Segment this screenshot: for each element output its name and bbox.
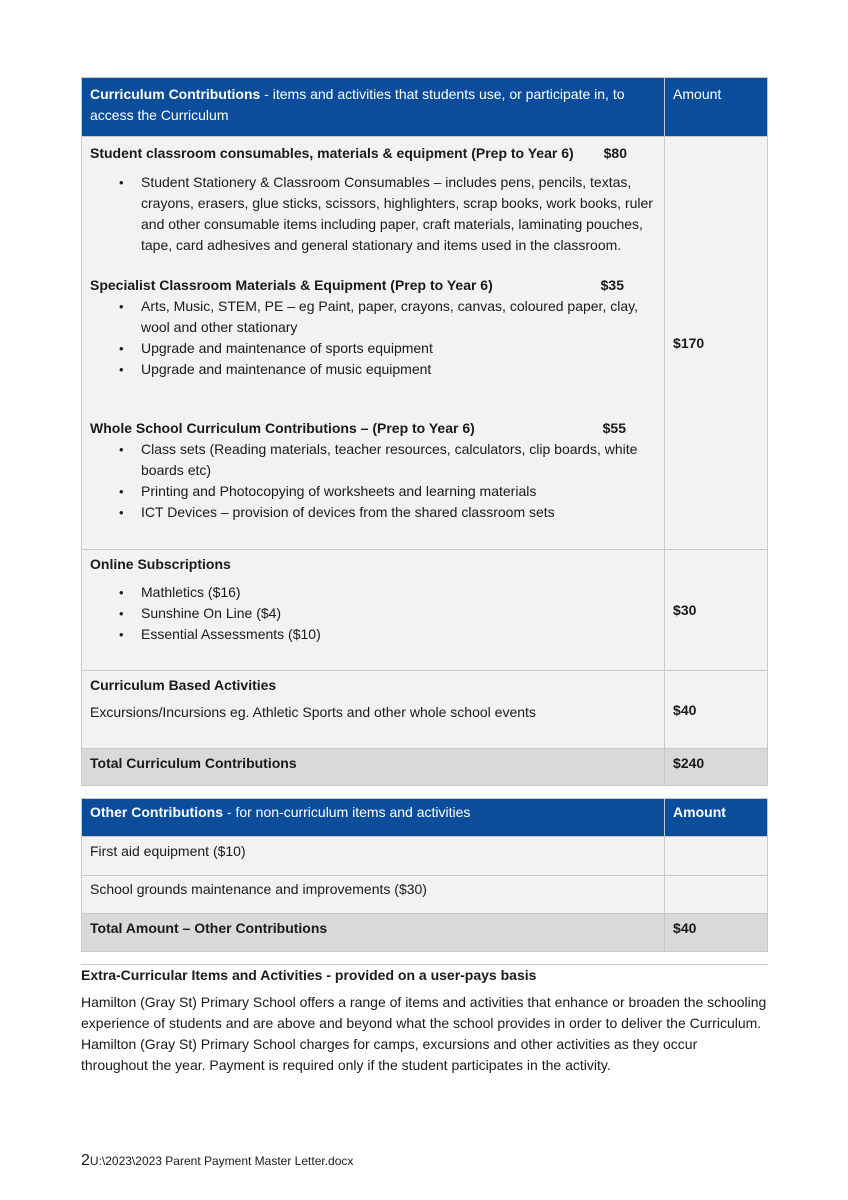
curriculum-activities-amount: $40: [665, 671, 768, 749]
other-row-label: School grounds maintenance and improvements ($30): [82, 876, 665, 914]
online-subscription-item: • Sunshine On Line ($4): [141, 603, 656, 624]
other-header-rest: - for non-curriculum items and activities: [223, 804, 471, 820]
section2-title: Specialist Classroom Materials & Equipment (Prep to Year 6): [90, 277, 493, 293]
other-row-amount: [665, 837, 768, 876]
online-subscriptions-amount: $30: [665, 550, 768, 671]
online-subscriptions-row: [82, 550, 768, 671]
other-header-title: [82, 799, 665, 837]
section1-title-line: [90, 143, 627, 164]
other-row-amount: [665, 876, 768, 914]
curriculum-contributions-table: [81, 77, 768, 786]
other-row: [82, 876, 768, 914]
other-total-amount: $40: [665, 914, 768, 952]
curriculum-header-title: [82, 78, 665, 137]
other-header-amount: Amount: [665, 799, 768, 837]
section1-bullet: • Student Stationery & Classroom Consumables – includes pens, pencils, textas, crayons, erasers, glue sticks, scissors, highlighters, scrap books, work books, ruler and other consumable items including paper, craft materials, laminating pouches, tape, card adhesives and general stationary and items used in the classroom.: [141, 172, 656, 256]
curriculum-total-row: [82, 749, 768, 786]
curriculum-total-amount: $240: [665, 749, 768, 786]
section2-bullet: • Upgrade and maintenance of sports equipment: [141, 338, 656, 359]
section1-amount: $80: [603, 145, 627, 161]
other-row: [82, 837, 768, 876]
section3-title-line: [90, 418, 626, 439]
online-subscriptions-list: [90, 582, 656, 645]
curriculum-activities-text: Excursions/Incursions eg. Athletic Sports and other whole school events: [90, 704, 536, 720]
other-total-label: Total Amount – Other Contributions: [82, 914, 665, 952]
online-subscriptions-cell: [82, 550, 665, 671]
extra-curricular-paragraph: Hamilton (Gray St) Primary School offers a range of items and activities that enhance or broaden the schooling experience of students and are above and beyond what the school provides in order to deliver the Curriculum. Hamilton (Gray St) Primary School charges for camps, excursions and other activities as they occur throughout the year. Payment is required only if the student participates in the activity.: [81, 994, 767, 1073]
other-header-row: [82, 799, 768, 837]
curriculum-activities-cell: [82, 671, 665, 749]
other-total-row: [82, 914, 768, 952]
other-row-label: First aid equipment ($10): [82, 837, 665, 876]
curriculum-items-cell: [82, 137, 665, 550]
curriculum-items-amount: $170: [665, 137, 768, 550]
curriculum-header-row: [82, 78, 768, 137]
online-subscription-item: • Mathletics ($16): [141, 582, 656, 603]
other-header-bold: Other Contributions: [90, 804, 223, 820]
section2-list: [90, 296, 656, 380]
section3-bullet: • ICT Devices – provision of devices from the shared classroom sets: [141, 502, 656, 523]
section1-list: [90, 172, 656, 256]
online-subscriptions-title: Online Subscriptions: [90, 556, 231, 572]
other-contributions-table: [81, 798, 768, 952]
extra-curricular-heading: Extra-Curricular Items and Activities - provided on a user-pays basis: [81, 967, 537, 983]
section1-title: Student classroom consumables, materials & equipment (Prep to Year 6): [90, 145, 574, 161]
curriculum-items-row: [82, 137, 768, 550]
section2-title-line: [90, 275, 624, 296]
section2-bullet: • Upgrade and maintenance of music equipment: [141, 359, 656, 380]
page-number: 2: [81, 1152, 90, 1169]
section2-amount: $35: [600, 277, 624, 293]
section3-bullet: • Class sets (Reading materials, teacher resources, calculators, clip boards, white boards etc): [141, 439, 656, 481]
curriculum-header-bold: Curriculum Contributions: [90, 86, 261, 102]
file-path: U:\2023\2023 Parent Payment Master Letter.docx: [89, 1154, 354, 1168]
curriculum-header-amount: Amount: [665, 78, 768, 137]
section3-title: Whole School Curriculum Contributions – (Prep to Year 6): [90, 420, 475, 436]
section3-list: [90, 439, 656, 523]
curriculum-activities-row: [82, 671, 768, 749]
online-subscription-item: • Essential Assessments ($10): [141, 624, 656, 645]
section3-bullet: • Printing and Photocopying of worksheets and learning materials: [141, 481, 656, 502]
section3-amount: $55: [602, 420, 626, 436]
curriculum-total-label: Total Curriculum Contributions: [82, 749, 665, 786]
curriculum-activities-title: Curriculum Based Activities: [90, 677, 277, 693]
page-footer: [81, 1152, 353, 1170]
section2-bullet: • Arts, Music, STEM, PE – eg Paint, paper, crayons, canvas, coloured paper, clay, wool and other stationary: [141, 296, 656, 338]
curriculum-header-rest: - items and activities that students use, or participate in, to access the Curriculum: [90, 86, 625, 123]
